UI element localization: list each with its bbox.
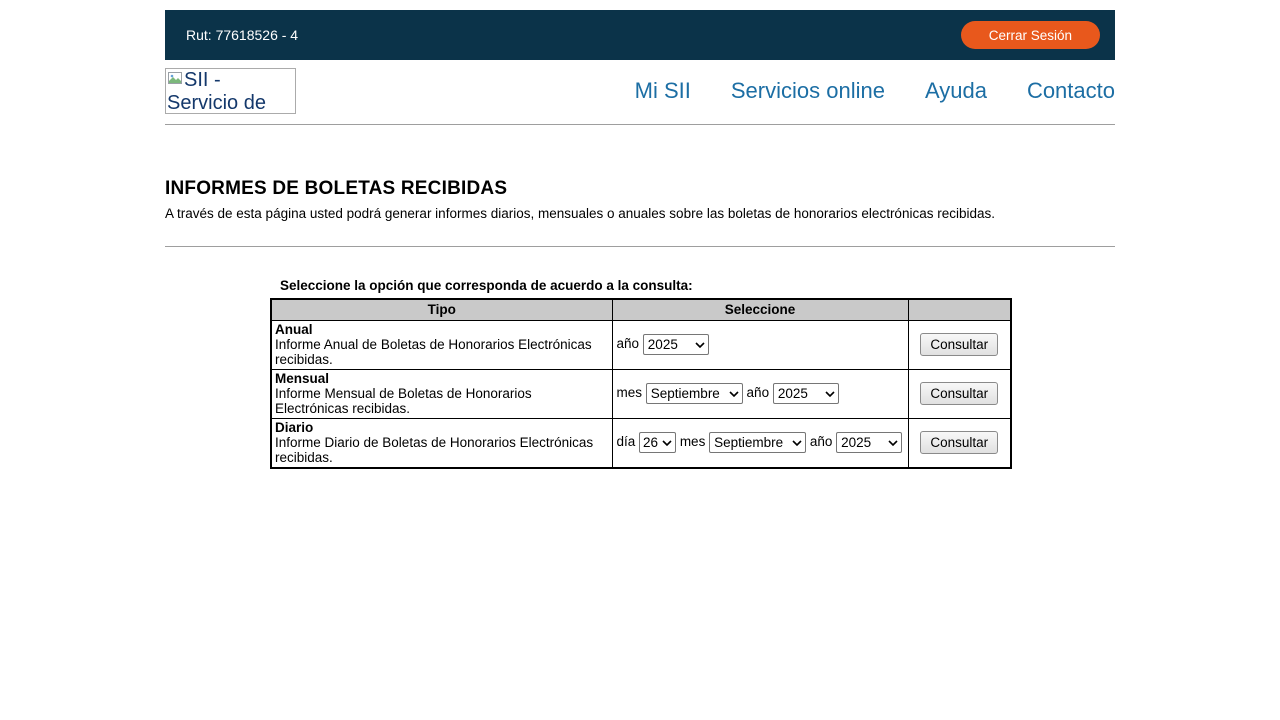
consultar-mensual-button[interactable]: Consultar <box>920 382 998 405</box>
mensual-type-label: Mensual <box>275 370 330 386</box>
mensual-month-label: mes <box>616 385 643 401</box>
nav-item-contacto[interactable]: Contacto <box>1026 78 1115 103</box>
table-row-mensual <box>271 369 1011 418</box>
column-header-seleccione: Seleccione <box>612 299 908 320</box>
diario-month-label: mes <box>679 434 706 450</box>
nav-item-ayuda[interactable]: Ayuda <box>924 78 987 103</box>
sii-logo[interactable] <box>165 68 296 114</box>
diario-select-cell <box>612 418 908 468</box>
anual-type-label: Anual <box>275 321 313 337</box>
anual-year-select[interactable] <box>643 333 709 357</box>
mensual-description: Informe Mensual de Boletas de Honorarios Electrónicas recibidas. <box>275 385 532 416</box>
anual-tipo-cell <box>271 320 612 369</box>
content-divider <box>165 246 1115 247</box>
logo-alt-text: SII - Servicio de <box>167 69 266 114</box>
broken-image-icon <box>167 70 183 86</box>
mensual-year-label: año <box>746 385 770 401</box>
mensual-action-cell <box>908 369 1011 418</box>
consultar-diario-button[interactable]: Consultar <box>920 431 998 454</box>
nav-item-servicios-online[interactable]: Servicios online <box>730 78 885 103</box>
diario-description: Informe Diario de Boletas de Honorarios Electrónicas recibidas. <box>275 434 594 465</box>
header-divider <box>165 124 1115 125</box>
table-prompt: Seleccione la opción que corresponda de acuerdo a la consulta: <box>280 278 693 293</box>
page-container <box>165 0 1115 469</box>
diario-year-label: año <box>809 434 833 450</box>
informes-table <box>270 298 1012 469</box>
column-header-action <box>908 299 1011 320</box>
logout-button[interactable]: Cerrar Sesión <box>961 21 1100 49</box>
title-block <box>165 178 1115 221</box>
diario-action-cell <box>908 418 1011 468</box>
table-header-row <box>271 299 1011 320</box>
mensual-tipo-cell <box>271 369 612 418</box>
mensual-year-select[interactable] <box>773 382 839 406</box>
anual-select-cell <box>612 320 908 369</box>
anual-action-cell <box>908 320 1011 369</box>
mensual-month-select[interactable] <box>646 382 743 406</box>
table-row-diario <box>271 418 1011 468</box>
consulta-section <box>270 278 1010 469</box>
anual-year-label: año <box>616 336 640 352</box>
header <box>165 68 1115 114</box>
diario-day-select[interactable] <box>639 431 676 455</box>
consultar-anual-button[interactable]: Consultar <box>920 333 998 356</box>
session-bar <box>165 10 1115 60</box>
column-header-tipo: Tipo <box>271 299 612 320</box>
page-title: INFORMES DE BOLETAS RECIBIDAS <box>165 178 508 199</box>
rut-label: Rut: 77618526 - 4 <box>186 27 299 43</box>
main-nav <box>635 78 1115 104</box>
nav-item-mi-sii[interactable]: Mi SII <box>634 78 691 103</box>
diario-month-select[interactable] <box>709 431 806 455</box>
page-subtitle: A través de esta página usted podrá generar informes diarios, mensuales o anuales sobre las boletas de honorarios electrónicas recibidas. <box>165 206 995 221</box>
table-row-anual <box>271 320 1011 369</box>
diario-type-label: Diario <box>275 419 314 435</box>
mensual-select-cell <box>612 369 908 418</box>
anual-description: Informe Anual de Boletas de Honorarios Electrónicas recibidas. <box>275 336 592 367</box>
diario-day-label: día <box>616 434 636 450</box>
diario-year-select[interactable] <box>836 431 902 455</box>
diario-tipo-cell <box>271 418 612 468</box>
